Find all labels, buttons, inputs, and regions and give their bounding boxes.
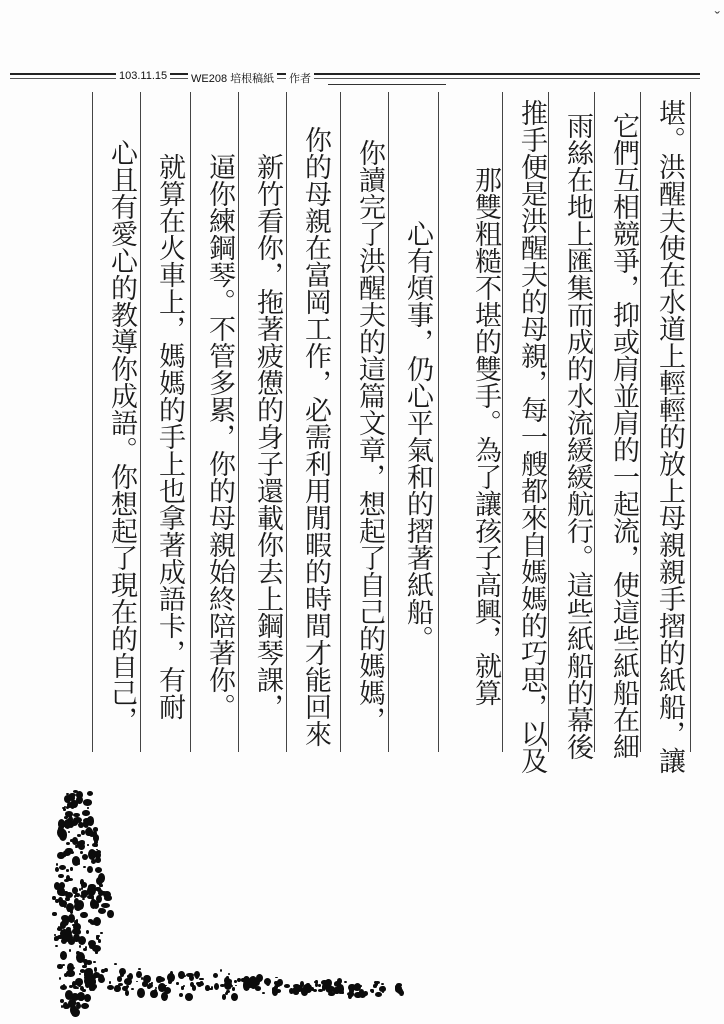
foliage-leaf <box>96 895 102 903</box>
foliage-leaf <box>99 884 102 886</box>
foliage-leaf <box>318 989 323 992</box>
foliage-leaf <box>220 969 222 972</box>
header-rule-thin <box>10 78 700 79</box>
foliage-leaf <box>76 1003 81 1009</box>
foliage-leaf <box>222 994 227 1000</box>
foliage-leaf <box>181 986 183 989</box>
foliage-leaf <box>120 972 124 977</box>
foliage-leaf <box>54 934 56 936</box>
foliage-leaf <box>57 964 62 968</box>
foliage-leaf <box>87 844 90 846</box>
foliage-leaf <box>107 985 115 991</box>
foliage-leaf <box>344 981 346 983</box>
foliage-leaf <box>232 987 235 990</box>
grid-line <box>238 92 239 752</box>
foliage-leaf <box>74 898 79 905</box>
foliage-leaf <box>95 867 102 873</box>
foliage-leaf <box>87 807 90 809</box>
foliage-leaf <box>262 992 265 994</box>
foliage-leaf <box>69 949 71 951</box>
foliage-leaf <box>58 897 63 903</box>
foliage-leaf <box>79 973 81 975</box>
foliage-leaf <box>178 971 185 980</box>
foliage-leaf <box>158 983 166 992</box>
grid-line <box>190 92 191 752</box>
foliage-leaf <box>301 988 309 996</box>
foliage-leaf <box>63 850 71 857</box>
foliage-leaf <box>137 988 145 998</box>
foliage-leaf <box>66 806 69 809</box>
foliage-leaf <box>82 854 88 860</box>
text-column-3: 雨絲在地上匯集而成的水流緩緩航行。這些紙船的幕後 <box>562 112 593 760</box>
grid-line <box>640 92 641 752</box>
text-column-7: 你讀完了洪醒夫的這篇文章，想起了自己的媽媽， <box>354 139 385 733</box>
foliage-leaf <box>109 981 112 983</box>
foliage-leaf <box>87 895 93 899</box>
foliage-leaf <box>83 799 92 805</box>
foliage-leaf <box>156 976 163 983</box>
foliage-leaf <box>179 993 183 997</box>
foliage-leaf <box>274 981 278 985</box>
grid-line <box>92 92 93 752</box>
foliage-leaf <box>131 988 134 990</box>
foliage-leaf <box>55 945 58 948</box>
foliage-leaf <box>225 992 228 995</box>
foliage-leaf <box>355 984 357 986</box>
foliage-leaf <box>82 810 89 816</box>
foliage-leaf <box>114 963 117 965</box>
grid-line <box>548 92 549 752</box>
foliage-leaf <box>73 929 81 934</box>
foliage-leaf <box>118 983 123 986</box>
foliage-leaf <box>55 867 59 872</box>
grid-line <box>340 92 341 752</box>
foliage-leaf <box>363 991 368 996</box>
foliage-leaf <box>375 992 382 997</box>
foliage-leaf <box>124 978 132 985</box>
grid-line <box>388 92 389 752</box>
foliage-leaf <box>76 919 79 923</box>
foliage-leaf <box>371 989 375 993</box>
foliage-leaf <box>67 878 73 882</box>
paper-header <box>10 64 700 88</box>
foliage-leaf <box>82 965 86 968</box>
foliage-leaf <box>337 984 344 993</box>
foliage-leaf <box>70 867 73 870</box>
foliage-leaf <box>227 979 233 984</box>
foliage-leaf <box>93 834 99 841</box>
header-author-label: 作者 <box>286 70 314 86</box>
foliage-leaf <box>66 903 74 913</box>
foliage-leaf <box>66 842 71 846</box>
foliage-leaf <box>54 936 59 941</box>
foliage-leaf <box>194 971 200 979</box>
foliage-leaf <box>75 893 80 896</box>
grid-line <box>286 92 287 752</box>
foliage-leaf <box>87 816 95 826</box>
grid-line <box>502 92 503 752</box>
foliage-leaf <box>243 976 250 984</box>
foliage-leaf <box>185 993 193 1001</box>
foliage-leaf <box>89 944 94 949</box>
foliage-leaf <box>86 930 89 934</box>
foliage-leaf <box>101 969 105 973</box>
foliage-leaf <box>255 986 261 990</box>
foliage-leaf <box>275 977 278 979</box>
foliage-leaf <box>154 989 157 993</box>
foliage-leaf <box>318 984 321 986</box>
text-column-2: 它們互相競爭，抑或肩並肩的一起流，使這些紙船在細 <box>608 112 639 760</box>
grid-line <box>140 92 141 752</box>
foliage-leaf <box>122 986 128 991</box>
foliage-leaf <box>58 874 64 878</box>
foliage-leaf <box>199 982 204 986</box>
grid-line <box>594 92 595 752</box>
foliage-leaf <box>91 859 96 864</box>
foliage-leaf <box>79 945 82 948</box>
writing-grid <box>96 92 696 772</box>
foliage-leaf <box>88 979 91 983</box>
text-column-11: 就算在火車上，媽媽的手上也拿著成語卡，有耐 <box>154 152 185 720</box>
foliage-leaf <box>72 1006 74 1009</box>
foliage-leaf <box>69 999 76 1006</box>
foliage-leaf <box>107 910 113 918</box>
foliage-leaf <box>98 976 105 983</box>
text-column-6: 心有煩事，仍心平氣和的摺著紙船。 <box>402 220 433 652</box>
foliage-leaf <box>80 912 87 918</box>
foliage-leaf <box>52 912 56 916</box>
text-column-5: 那雙粗糙不堪的雙手。為了讓孩子高興，就算 <box>470 166 501 706</box>
header-date: 103.11.15 <box>116 70 170 82</box>
grid-line <box>438 92 439 752</box>
foliage-leaf <box>66 970 75 976</box>
foliage-leaf <box>101 903 110 908</box>
foliage-leaf <box>71 1008 80 1017</box>
header-rule <box>10 73 700 75</box>
foliage-leaf <box>138 968 141 970</box>
foliage-leaf <box>81 887 83 890</box>
foliage-leaf <box>213 973 218 978</box>
foliage-leaf <box>70 851 74 854</box>
foliage-leaf <box>155 987 157 989</box>
corner-mark-icon: ˇ <box>714 10 720 27</box>
foliage-leaf <box>95 972 97 974</box>
foliage-leaf <box>315 983 318 987</box>
foliage-leaf <box>136 981 138 983</box>
text-column-12: 心且有愛心的教導你成語。你想起了現在的自己， <box>106 139 137 733</box>
foliage-leaf <box>148 983 153 989</box>
foliage-leaf <box>354 992 361 999</box>
text-column-8: 你的母親在富岡工作，必需利用閒暇的時間才能回來 <box>300 125 331 747</box>
foliage-leaf <box>231 993 238 1001</box>
foliage-leaf <box>96 935 100 938</box>
text-column-4: 推手便是洪醒夫的母親，每一艘都來自媽媽的巧思，以及 <box>516 98 547 774</box>
text-column-9: 新竹看你，拖著疲憊的身子還載你去上鋼琴課， <box>252 152 283 720</box>
foliage-leaf <box>83 866 86 869</box>
foliage-leaf <box>87 791 93 796</box>
foliage-leaf <box>284 984 290 988</box>
foliage-leaf <box>80 879 85 885</box>
foliage-leaf <box>337 978 342 984</box>
foliage-leaf <box>68 831 70 833</box>
header-paper-name: WE208 培根稿紙 <box>188 70 277 86</box>
foliage-leaf <box>88 884 95 889</box>
foliage-leaf <box>90 921 96 925</box>
foliage-leaf <box>64 933 73 942</box>
foliage-leaf <box>200 981 203 983</box>
foliage-leaf <box>54 882 60 890</box>
foliage-leaf <box>60 951 67 960</box>
foliage-leaf <box>94 967 98 972</box>
foliage-leaf <box>104 895 112 901</box>
foliage-leaf <box>60 926 62 928</box>
foliage-leaf <box>62 807 65 809</box>
foliage-leaf <box>214 983 219 990</box>
foliage-leaf <box>52 896 55 900</box>
foliage-leaf <box>117 976 122 981</box>
foliage-leaf <box>205 985 210 990</box>
foliage-leaf <box>80 999 83 1001</box>
foliage-leaf <box>349 988 354 994</box>
foliage-leaf <box>100 932 103 935</box>
foliage-leaf <box>235 985 238 987</box>
foliage-leaf <box>161 992 168 1001</box>
foliage-leaf <box>77 834 81 837</box>
grid-line <box>690 92 691 752</box>
foliage-leaf <box>276 989 281 993</box>
foliage-leaf <box>189 975 194 982</box>
foliage-leaf <box>63 984 66 986</box>
foliage-leaf <box>192 985 197 991</box>
foliage-leaf <box>82 898 85 900</box>
foliage-leaf <box>104 968 108 972</box>
foliage-leaf <box>59 977 61 980</box>
foliage-leaf <box>87 866 93 873</box>
foliage-leaf <box>78 862 81 865</box>
foliage-leaf <box>176 982 178 985</box>
foliage-leaf <box>348 994 352 999</box>
foliage-leaf <box>91 974 93 976</box>
foliage-leaf <box>93 961 96 963</box>
foliage-leaf <box>84 970 87 973</box>
foliage-leaf <box>59 865 66 870</box>
foliage-leaf <box>84 994 91 1002</box>
foliage-corner-decoration <box>50 790 410 1020</box>
foliage-leaf <box>73 986 78 989</box>
foliage-leaf <box>66 869 70 872</box>
foliage-leaf <box>266 981 270 986</box>
foliage-leaf <box>56 863 58 866</box>
foliage-leaf <box>62 917 69 926</box>
text-column-1: 堪。洪醒夫使在水道上輕輕的放上母親親手摺的紙船，讓 <box>654 98 685 774</box>
text-column-10: 逼你練鋼琴。不管多累，你的母親始終陪著你。 <box>204 152 235 720</box>
author-blank-line <box>328 84 446 85</box>
foliage-leaf <box>143 975 150 983</box>
foliage-leaf <box>98 939 101 943</box>
foliage-leaf <box>211 986 213 989</box>
